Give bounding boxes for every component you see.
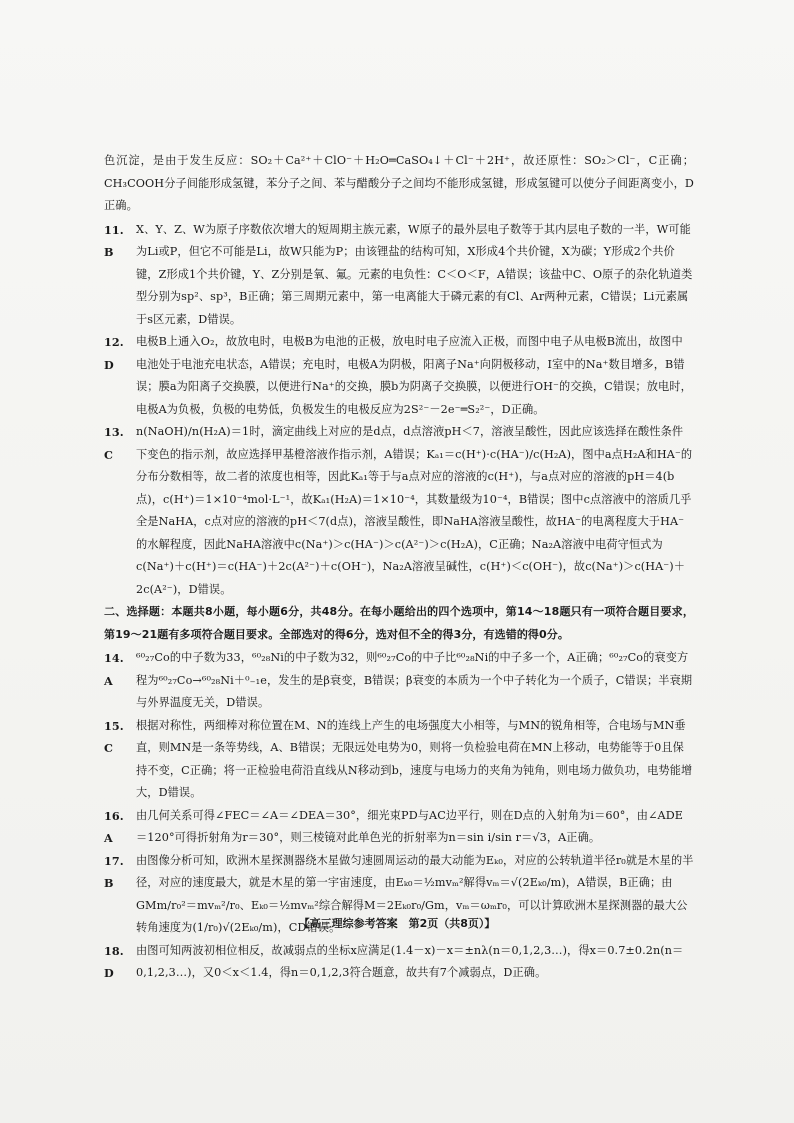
question-14 bbox=[104, 647, 694, 715]
question-number: 17. B bbox=[104, 853, 124, 890]
question-15 bbox=[104, 715, 694, 805]
answer-content bbox=[104, 150, 694, 985]
question-number: 18. D bbox=[104, 943, 124, 980]
question-number: 14. A bbox=[104, 651, 124, 688]
question-explanation: 由图像分析可知，欧洲木星探测器绕木星做匀速圆周运动的最大动能为Eₖ₀，对应的公转轨道半径r₀就是木星的半径，对应的速度最大，就是木星的第一宇宙速度，由Eₖ₀＝½mvₘ²解得vₘ＝√(2Eₖ₀/m)，A错误，B正确；由GMm/r₀²＝mvₘ²/r₀、Eₖ₀＝½mvₘ²综合解得M＝2Eₖ₀r₀/Gm，vₘ＝ωₘr₀，可以计算欧洲木星探测器的最大公转角速度为(1/r₀)√(2Eₖ₀/m)，CD错误。 bbox=[136, 853, 694, 934]
question-13 bbox=[104, 421, 694, 601]
question-12 bbox=[104, 331, 694, 421]
question-11 bbox=[104, 219, 694, 332]
continued-paragraph: 色沉淀，是由于发生反应：SO₂＋Ca²⁺＋ClO⁻＋H₂O═CaSO₄↓＋Cl⁻＋2H⁺，故还原性：SO₂＞Cl⁻，C正确；CH₃COOH分子间能形成氢键，苯分子之间、苯与醋酸分子之间均不能形成氢键，形成氢键可以使分子间距离变小，D正确。 bbox=[104, 154, 694, 212]
question-explanation: 由图可知两波初相位相反，故减弱点的坐标x应满足(1.4－x)－x＝±nλ(n＝0,1,2,3…)，得x＝0.7±0.2n(n＝0,1,2,3…)，又0＜x＜1.4，得n＝0,1,2,3符合题意，故共有7个减弱点，D正确。 bbox=[136, 943, 684, 979]
question-18 bbox=[104, 940, 694, 985]
question-16 bbox=[104, 805, 694, 850]
question-explanation: 根据对称性，两细棒对称位置在M、N的连线上产生的电场强度大小相等，与MN的锐角相等，合电场与MN垂直，则MN是一条等势线，A、B错误；无限远处电势为0，则将一负检验电荷在MN上移动，电势能等于0且保持不变，C正确；将一正检验电荷沿直线从N移动到b，速度与电场力的夹角为钝角，则电场力做负功，电势能增大，D错误。 bbox=[136, 718, 693, 799]
question-explanation: n(NaOH)/n(H₂A)＝1时，滴定曲线上对应的是d点，d点溶液pH＜7，溶液呈酸性，因此应该选择在酸性条件下变色的指示剂，故应选择甲基橙溶液作指示剂，A错误；Kₐ₁＝c(H⁺)·c(HA⁻)/c(H₂A)，图中a点H₂A和HA⁻的分布分数相等，故二者的浓度也相等，因此Kₐ₁等于与a点对应的溶液的c(H⁺)，与a点对应的溶液的pH＝4(b点)，c(H⁺)＝1×10⁻⁴mol·L⁻¹，故Kₐ₁(H₂A)＝1×10⁻⁴，其数量级为10⁻⁴，B错误；图中c点溶液中的溶质几乎全是NaHA，c点对应的溶液的pH＜7(d点)，溶液呈酸性，即NaHA溶液呈酸性，故HA⁻的电离程度大于HA⁻的水解程度，因此NaHA溶液中c(Na⁺)＞c(HA⁻)＞c(A²⁻)＞c(H₂A)，C正确；Na₂A溶液中电荷守恒式为c(Na⁺)＋c(H⁺)＝c(HA⁻)＋2c(A²⁻)＋c(OH⁻)，Na₂A溶液呈碱性，c(H⁺)＜c(OH⁻)，故c(Na⁺)＞c(HA⁻)＋2c(A²⁻)，D错误。 bbox=[136, 425, 693, 596]
question-number: 15. C bbox=[104, 718, 124, 755]
question-explanation: ⁶⁰₂₇Co的中子数为33，⁶⁰₂₈Ni的中子数为32，则⁶⁰₂₇Co的中子比⁶⁰₂₈Ni的中子多一个，A正确；⁶⁰₂₇Co的衰变方程为⁶⁰₂₇Co→⁶⁰₂₈Ni＋⁰₋₁e，发生的是β衰变，B错误；β衰变的本质为一个中子转化为一个质子，C错误；半衰期与外界温度无关，D错误。 bbox=[136, 651, 693, 709]
question-number: 13. C bbox=[104, 425, 124, 462]
question-number: 16. A bbox=[104, 808, 124, 845]
page-footer: 【高三理综参考答案 第2页（共8页）】 bbox=[298, 917, 496, 930]
question-explanation: 由几何关系可得∠FEC＝∠A＝∠DEA＝30°，细光束PD与AC边平行，则在D点的入射角为i＝60°，由∠ADE＝120°可得折射角为r＝30°，则三棱镜对此单色光的折射率为n＝sin i/sin r＝√3，A正确。 bbox=[136, 808, 684, 844]
section-heading: 二、选择题：本题共8小题，每小题6分，共48分。在每小题给出的四个选项中，第14～18题只有一项符合题目要求，第19～21题有多项符合题目要求。全部选对的得6分，选对但不全的得3分，有选错的得0分。 bbox=[104, 605, 694, 641]
question-explanation: X、Y、Z、W为原子序数依次增大的短周期主族元素，W原子的最外层电子数等于其内层电子数的一半，W可能为Li或P，但它不可能是Li，故W只能为P；由该锂盐的结构可知，X形成4个共价键，X为碳；Y形成2个共价键，Z形成1个共价键，Y、Z分别是氧、氟。元素的电负性：C＜O＜F，A错误；该盐中C、O原子的杂化轨道类型分别为sp²、sp³，B正确；第三周期元素中，第一电离能大于磷元素的有Cl、Ar两种元素，C错误；Li元素属于s区元素，D错误。 bbox=[136, 222, 693, 326]
question-number: 11. B bbox=[104, 222, 124, 259]
question-explanation: 电极B上通入O₂，故放电时，电极B为电池的正极，放电时电子应流入正极，而图中电子从电极B流出，故图中电池处于电池充电状态，A错误；充电时，电极A为阴极，阳离子Na⁺向阴极移动，Ⅰ室中的Na⁺数目增多，B错误；膜a为阳离子交换膜，以便进行Na⁺的交换，膜b为阴离子交换膜，以便进行OH⁻的交换，C错误；放电时，电极A为负极，负极的电势低，负极发生的电极反应为2S²⁻－2e⁻═S₂²⁻，D正确。 bbox=[136, 335, 692, 416]
question-number: 12. D bbox=[104, 335, 124, 372]
